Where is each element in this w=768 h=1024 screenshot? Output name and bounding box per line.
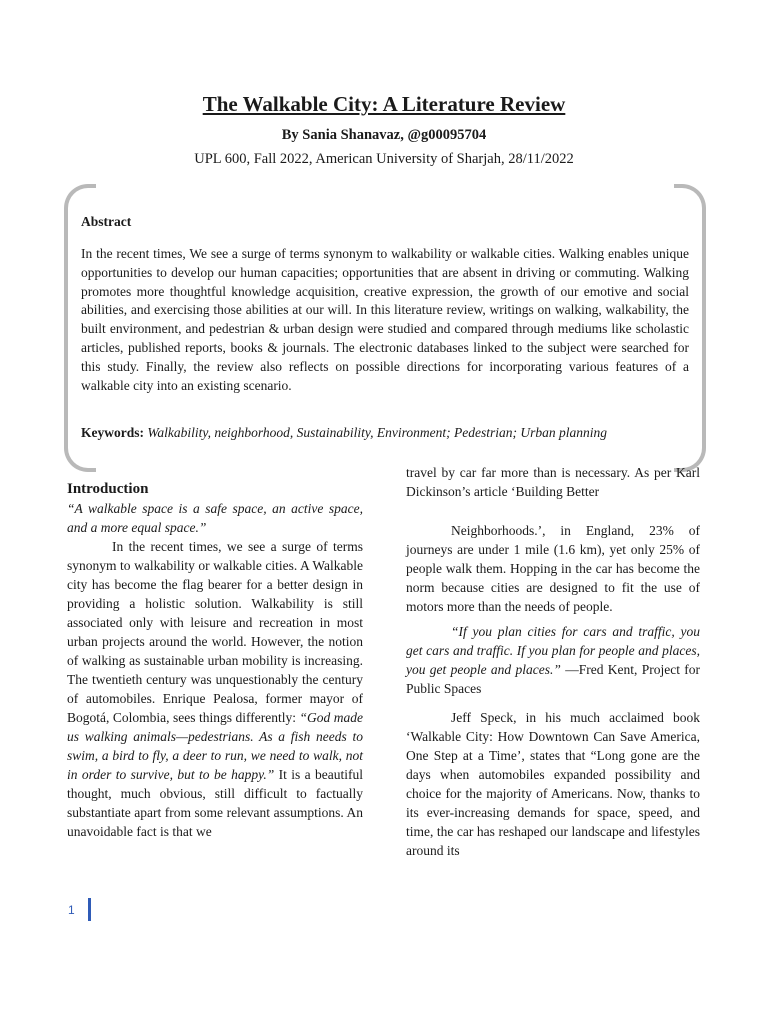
course-info: UPL 600, Fall 2022, American University of Sharjah, 28/11/2022 [194, 151, 574, 167]
kent-attribution: —Fred Kent, Project for Public Spaces [406, 662, 701, 696]
keywords-label: Keywords: [81, 425, 144, 440]
kent-quote-paragraph [406, 622, 700, 698]
author-byline: By Sania Shanavaz, @g00095704 [281, 127, 487, 143]
abstract-body: In the recent times, We see a surge of terms synonym to walkability or walkable cities. Walking enables unique opportunities to develop our human capacities; opportunities that are absent in driving or commuting. Walking promotes more thoughtful knowledge acquisition, creative expression, the growth of our emotive and social abilities, and exercising those abilities at our will. In this literature review, writings on walking, walkability, the built environment, and pedestrian & urban design were studied and compared through mediums like scholastic articles, published reports, books & journals. The electronic databases linked to the subject were searched for this study. Finally, the review also reflects on possible directions for incorporating various features of a walkable city into an existing scenario. [81, 246, 689, 393]
neighborhoods-paragraph: Neighborhoods.’, in England, 23% of journeys are under 1 mile (1.6 km), yet only 25% of people walk them. Hopping in the car has become the norm because cities are designed to fit the use of motors more than the needs of people. [406, 523, 700, 614]
introduction-epigraph: “A walkable space is a safe space, an active space, and a more equal space.” [67, 501, 363, 535]
penalosa-quote: “God made us walking animals—pedestrians. As a fish needs to swim, a bird to fly, a deer to run, we need to walk, not in order to survive, but to be happy.” [67, 710, 364, 782]
introduction-text-end: It is a beautiful thought, much obvious, still difficult to factually substantiate apart from some relevant assumptions. An unavoidable fact is that we [67, 767, 364, 839]
left-column [67, 479, 363, 841]
introduction-heading: Introduction [67, 481, 149, 497]
introduction-text-start: In the recent times, we see a surge of terms synonym to walkability or walkable cities. A Walkable city has become the flag bearer for a better design in providing a holistic solution. Walkability is still associated only with leisure and recreation in most urban projects around the world. However, the notion of walking as sustainable urban mobility is increasing. The twentieth century was unquestionably the century of automobiles. Enrique Pealosa, former mayor of Bogotá, Colombia, sees things differently: [67, 539, 363, 725]
right-column [406, 463, 700, 860]
keywords-text: Walkability, neighborhood, Sustainability, Environment; Pedestrian; Urban planning [147, 425, 607, 440]
introduction-paragraph [67, 537, 363, 841]
kent-quote: “If you plan cities for cars and traffic, you get cars and traffic. If you plan for people and places, you get people and places.” [406, 624, 700, 677]
keywords-line [81, 424, 701, 442]
abstract-heading: Abstract [81, 214, 132, 229]
page-number-bar [88, 898, 91, 921]
dickinson-paragraph-start: travel by car far more than is necessary. As per Karl Dickinson’s article ‘Building Better [406, 465, 700, 499]
speck-paragraph: Jeff Speck, in his much acclaimed book ‘Walkable City: How Downtown Can Save America, One Step at a Time’, states that “Long gone are the days when automobiles expanded possibility and choice for the majority of Americans. Now, thanks to its ever-increasing demands for space, speed, and time, the car has reshaped our landscape and lifestyles around its [406, 710, 700, 858]
page-number: 1 [68, 903, 75, 917]
paper-title: The Walkable City: A Literature Review [202, 92, 566, 116]
